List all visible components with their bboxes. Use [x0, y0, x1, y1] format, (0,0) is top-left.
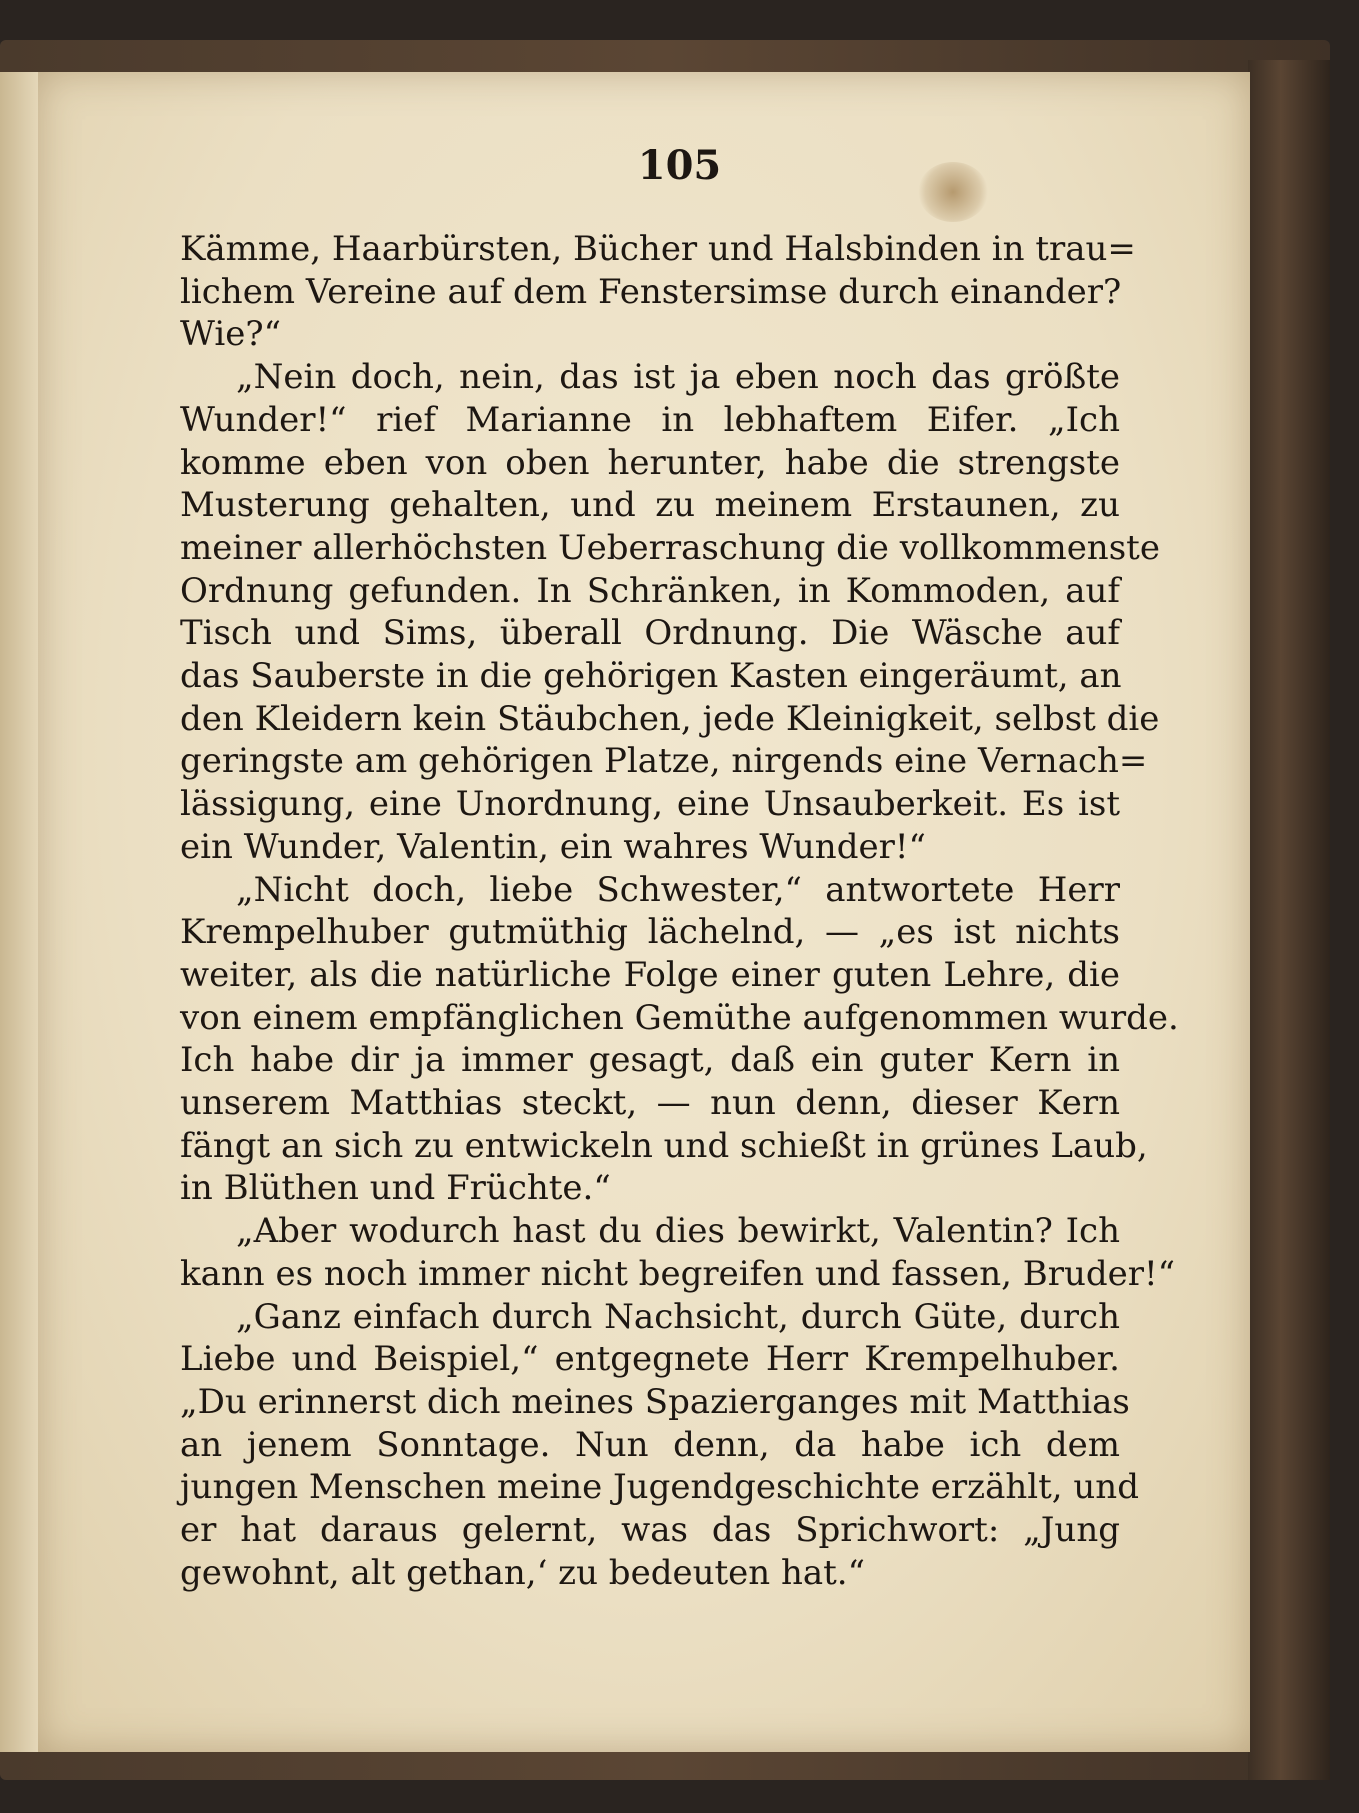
text-line: Tisch und Sims, überall Ordnung. Die Wäsche auf [180, 613, 1120, 654]
text-line: er hat daraus gelernt, was das Sprichwort: „Jung [180, 1510, 1120, 1551]
text-line: weiter, als die natürliche Folge einer guten Lehre, die [180, 954, 1120, 995]
text-line: „Du erinnerst dich meines Spazierganges mit Matthias [180, 1381, 1130, 1422]
text-line: jungen Menschen meine Jugendgeschichte erzählt, und [180, 1467, 1139, 1508]
text-line: Musterung gehalten, und zu meinem Erstaunen, zu [180, 485, 1120, 526]
text-line: von einem empfänglichen Gemüthe aufgenommen wurde. [180, 997, 1179, 1038]
text-line: kann es noch immer nicht begreifen und fassen, Bruder!“ [180, 1253, 1176, 1294]
text-line: Krempelhuber gutmüthig lächelnd, — „es ist nichts [180, 912, 1120, 953]
text-line: an jenem Sonntage. Nun denn, da habe ich dem [180, 1424, 1120, 1465]
book-cover-edge [1248, 60, 1330, 1780]
text-line: „Aber wodurch hast du dies bewirkt, Valentin? Ich [236, 1211, 1120, 1252]
text-line: „Nein doch, nein, das ist ja eben noch das größte [236, 357, 1120, 398]
body-text [180, 228, 1179, 1595]
text-line: das Sauberste in die gehörigen Kasten eingeräumt, an [180, 656, 1122, 697]
text-line: ein Wunder, Valentin, ein wahres Wunder!“ [180, 826, 926, 867]
text-line: den Kleidern kein Stäubchen, jede Kleinigkeit, selbst die [180, 698, 1160, 739]
text-line: Liebe und Beispiel,“ entgegnete Herr Krempelhuber. [180, 1339, 1120, 1380]
text-line: Wie?“ [180, 314, 281, 355]
text-line: geringste am gehörigen Platze, nirgends eine Vernach= [180, 741, 1148, 782]
text-line: in Blüthen und Früchte.“ [180, 1168, 611, 1209]
text-line: lässigung, eine Unordnung, eine Unsauberkeit. Es ist [180, 784, 1120, 825]
text-line: gewohnt, alt gethan,‘ zu bedeuten hat.“ [180, 1552, 865, 1593]
text-line: „Nicht doch, liebe Schwester,“ antwortete Herr [236, 869, 1120, 910]
text-line: lichem Vereine auf dem Fenstersimse durch einander? [180, 271, 1122, 312]
page-number: 105 [637, 142, 722, 189]
text-line: Ich habe dir ja immer gesagt, daß ein guter Kern in [180, 1040, 1120, 1081]
text-line: „Ganz einfach durch Nachsicht, durch Güte, durch [236, 1296, 1120, 1337]
text-line: Wunder!“ rief Marianne in lebhaftem Eifer. „Ich [180, 399, 1120, 440]
text-line: fängt an sich zu entwickeln und schießt in grünes Laub, [180, 1125, 1148, 1166]
text-line: Ordnung gefunden. In Schränken, in Kommoden, auf [180, 570, 1120, 611]
text-line: meiner allerhöchsten Ueberraschung die vollkommenste [180, 527, 1160, 568]
text-line: unserem Matthias steckt, — nun denn, dieser Kern [180, 1083, 1120, 1124]
text-line: komme eben von oben herunter, habe die strengste [180, 442, 1120, 483]
page-gutter [0, 72, 40, 1752]
text-line: Kämme, Haarbürsten, Bücher und Halsbinden in trau= [180, 229, 1136, 269]
